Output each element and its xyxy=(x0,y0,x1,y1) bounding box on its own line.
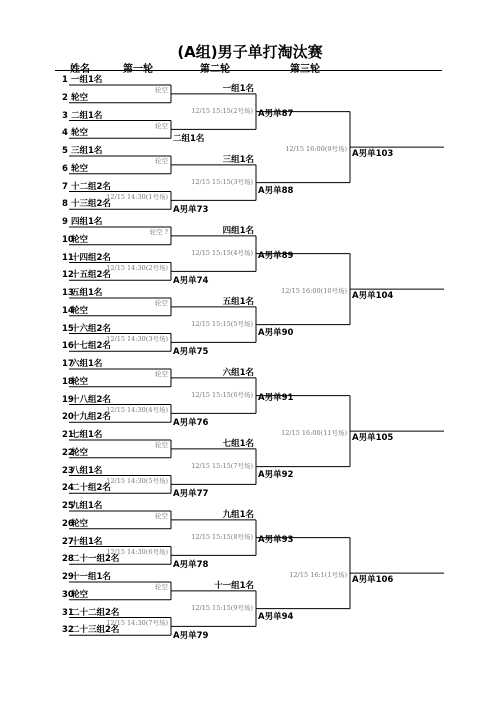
r1-winner: A男单79 xyxy=(173,631,209,642)
entrant-name: 四组1名 xyxy=(71,217,103,227)
r1-match-note: 轮空 xyxy=(155,370,168,378)
entrant-name: 十八组2名 xyxy=(71,394,111,405)
header-round-3: 第三轮 xyxy=(290,64,320,75)
r3-match-note: 12/15 16:00(10号场) xyxy=(281,287,347,296)
r2-match-note: 12/15 15:15(9号场) xyxy=(191,603,253,612)
page-title: (A组)男子单打淘汰赛 xyxy=(177,43,323,61)
r1-winner: A男单73 xyxy=(173,205,209,216)
entrant-name: 三组1名 xyxy=(71,146,103,156)
seed-number: 21 xyxy=(62,430,74,440)
r2-match-note: 12/15 15:15(6号场) xyxy=(191,390,253,399)
r2-winner: A男单89 xyxy=(258,250,294,261)
entrant-name: 五组1名 xyxy=(71,288,103,298)
seed-number: 11 xyxy=(62,252,74,263)
seed-number: 24 xyxy=(62,483,74,494)
r1-winner: A男单76 xyxy=(173,418,209,429)
entrant-name: 二十三组2名 xyxy=(71,625,120,636)
r1-winner: 五组1名 xyxy=(222,296,254,307)
r3-match-note: 12/15 16:00(11号场) xyxy=(281,429,347,438)
seed-number: 22 xyxy=(62,447,74,458)
header-round-2: 第二轮 xyxy=(200,64,230,75)
r1-winner: 十一组1名 xyxy=(214,580,254,591)
entrant-name: 十七组2名 xyxy=(71,341,111,352)
entrant-name: 轮空 xyxy=(71,447,89,458)
r1-winner: 一组1名 xyxy=(222,83,254,94)
entrant-name: 轮空 xyxy=(71,234,89,245)
r1-match-note: 12/15 14:30(7号场) xyxy=(106,618,168,627)
seed-number: 14 xyxy=(62,305,74,316)
entrant-name: 十六组2名 xyxy=(71,323,111,334)
r3-winner: A男单103 xyxy=(352,149,394,160)
seed-number: 30 xyxy=(62,589,74,600)
r2-winner: A男单88 xyxy=(258,185,294,196)
seed-number: 25 xyxy=(62,501,74,511)
r2-match-note: 12/15 15:15(4号场) xyxy=(191,248,253,257)
seed-number: 10 xyxy=(62,234,74,245)
seed-number: 5 xyxy=(62,146,68,156)
r1-match-note: 12/15 14:30(6号场) xyxy=(106,547,168,556)
r1-winner: A男单78 xyxy=(173,560,209,571)
entrant-name: 轮空 xyxy=(71,376,89,387)
r1-match-note: 12/15 14:30(3号场) xyxy=(106,334,168,343)
entrant-name: 轮空 xyxy=(71,163,89,174)
r1-match-note: 轮空 xyxy=(155,441,168,449)
r3-winner: A男单105 xyxy=(352,433,394,444)
r1-winner: 四组1名 xyxy=(222,225,254,236)
r1-match-note: 轮空 xyxy=(155,583,168,591)
entrant-name: 轮空 xyxy=(71,518,89,529)
seed-number: 8 xyxy=(62,199,68,210)
seed-number: 16 xyxy=(62,341,74,352)
r1-match-note: 轮空 ? xyxy=(149,228,168,236)
r2-match-note: 12/15 15:15(3号场) xyxy=(191,177,253,186)
entrant-name: 轮空 xyxy=(71,92,89,103)
r1-match-note: 轮空 xyxy=(155,157,168,165)
r2-winner: A男单91 xyxy=(258,392,294,403)
r2-winner: A男单94 xyxy=(258,611,294,622)
r2-match-note: 12/15 15:15(8号场) xyxy=(191,532,253,541)
seed-number: 3 xyxy=(62,110,68,121)
entrant-name: 轮空 xyxy=(71,305,89,316)
entrant-name: 十九组2名 xyxy=(71,412,111,423)
entrant-name: 二十组2名 xyxy=(71,483,111,494)
r1-winner: A男单77 xyxy=(173,489,209,500)
seed-number: 31 xyxy=(62,607,74,618)
seed-number: 20 xyxy=(62,412,74,423)
r2-winner: A男单87 xyxy=(258,108,294,119)
r2-winner: A男单93 xyxy=(258,534,294,545)
seed-number: 18 xyxy=(62,376,74,387)
seed-number: 29 xyxy=(62,572,74,582)
seed-number: 2 xyxy=(62,92,68,103)
seed-number: 4 xyxy=(62,128,68,139)
entrant-name: 十二组2名 xyxy=(71,181,111,192)
seed-number: 19 xyxy=(62,394,74,405)
r1-winner: 二组1名 xyxy=(173,134,205,145)
entrant-name: 二十一组2名 xyxy=(71,554,120,565)
seed-number: 12 xyxy=(62,270,74,281)
r3-winner: A男单104 xyxy=(352,291,394,302)
seed-number: 26 xyxy=(62,518,74,529)
r1-match-note: 轮空 xyxy=(155,86,168,94)
entrant-name: 二十二组2名 xyxy=(71,607,120,618)
seed-number: 6 xyxy=(62,163,68,174)
entrant-name: 七组1名 xyxy=(71,430,103,440)
entrant-name: 十组1名 xyxy=(71,536,103,547)
entrant-name: 轮空 xyxy=(71,128,89,139)
entrant-name: 十四组2名 xyxy=(71,252,111,263)
seed-number: 23 xyxy=(62,465,74,476)
r2-winner: A男单92 xyxy=(258,469,294,480)
r1-match-note: 轮空 xyxy=(155,121,168,130)
entrant-name: 八组1名 xyxy=(71,465,103,476)
header-round-1: 第一轮 xyxy=(123,64,153,75)
r1-match-note: 12/15 14:30(5号场) xyxy=(106,476,168,485)
r1-match-note: 轮空 xyxy=(155,512,168,520)
r1-winner: 九组1名 xyxy=(222,509,254,520)
header-name: 姓名 xyxy=(70,64,90,75)
entrant-name: 二组1名 xyxy=(71,110,103,121)
seed-number: 32 xyxy=(62,625,74,636)
seed-number: 13 xyxy=(62,288,74,298)
entrant-name: 九组1名 xyxy=(71,501,103,511)
r1-winner: A男单75 xyxy=(173,347,209,358)
r1-winner: A男单74 xyxy=(173,276,209,287)
entrant-name: 一组1名 xyxy=(71,75,103,85)
seed-number: 17 xyxy=(62,359,74,369)
r1-winner: 六组1名 xyxy=(222,367,254,378)
seed-number: 28 xyxy=(62,554,74,565)
r1-match-note: 12/15 14:30(1号场) xyxy=(106,192,168,201)
r1-match-note: 轮空 xyxy=(155,299,168,307)
r3-match-note: 12/15 16:1(1号场) xyxy=(289,571,347,580)
r1-winner: 三组1名 xyxy=(222,154,254,165)
r2-match-note: 12/15 15:15(5号场) xyxy=(191,319,253,328)
r2-match-note: 12/15 15:15(7号场) xyxy=(191,461,253,470)
seed-number: 1 xyxy=(62,75,68,85)
r1-match-note: 12/15 14:30(2号场) xyxy=(106,263,168,272)
r2-match-note: 12/15 15:15(2号场) xyxy=(191,106,253,115)
r1-match-note: 12/15 14:30(4号场) xyxy=(106,405,168,414)
entrant-name: 十三组2名 xyxy=(71,199,111,210)
seed-number: 7 xyxy=(62,181,68,192)
seed-number: 15 xyxy=(62,323,74,334)
seed-number: 9 xyxy=(62,217,68,227)
entrant-name: 轮空 xyxy=(71,589,89,600)
entrant-name: 十一组1名 xyxy=(71,572,111,582)
r3-match-note: 12/15 16:00(9号场) xyxy=(285,145,347,154)
r3-winner: A男单106 xyxy=(352,575,394,586)
r2-winner: A男单90 xyxy=(258,327,294,338)
entrant-name: 十五组2名 xyxy=(71,270,111,281)
entrant-name: 六组1名 xyxy=(71,359,103,369)
r1-winner: 七组1名 xyxy=(222,438,254,449)
seed-number: 27 xyxy=(62,536,74,547)
